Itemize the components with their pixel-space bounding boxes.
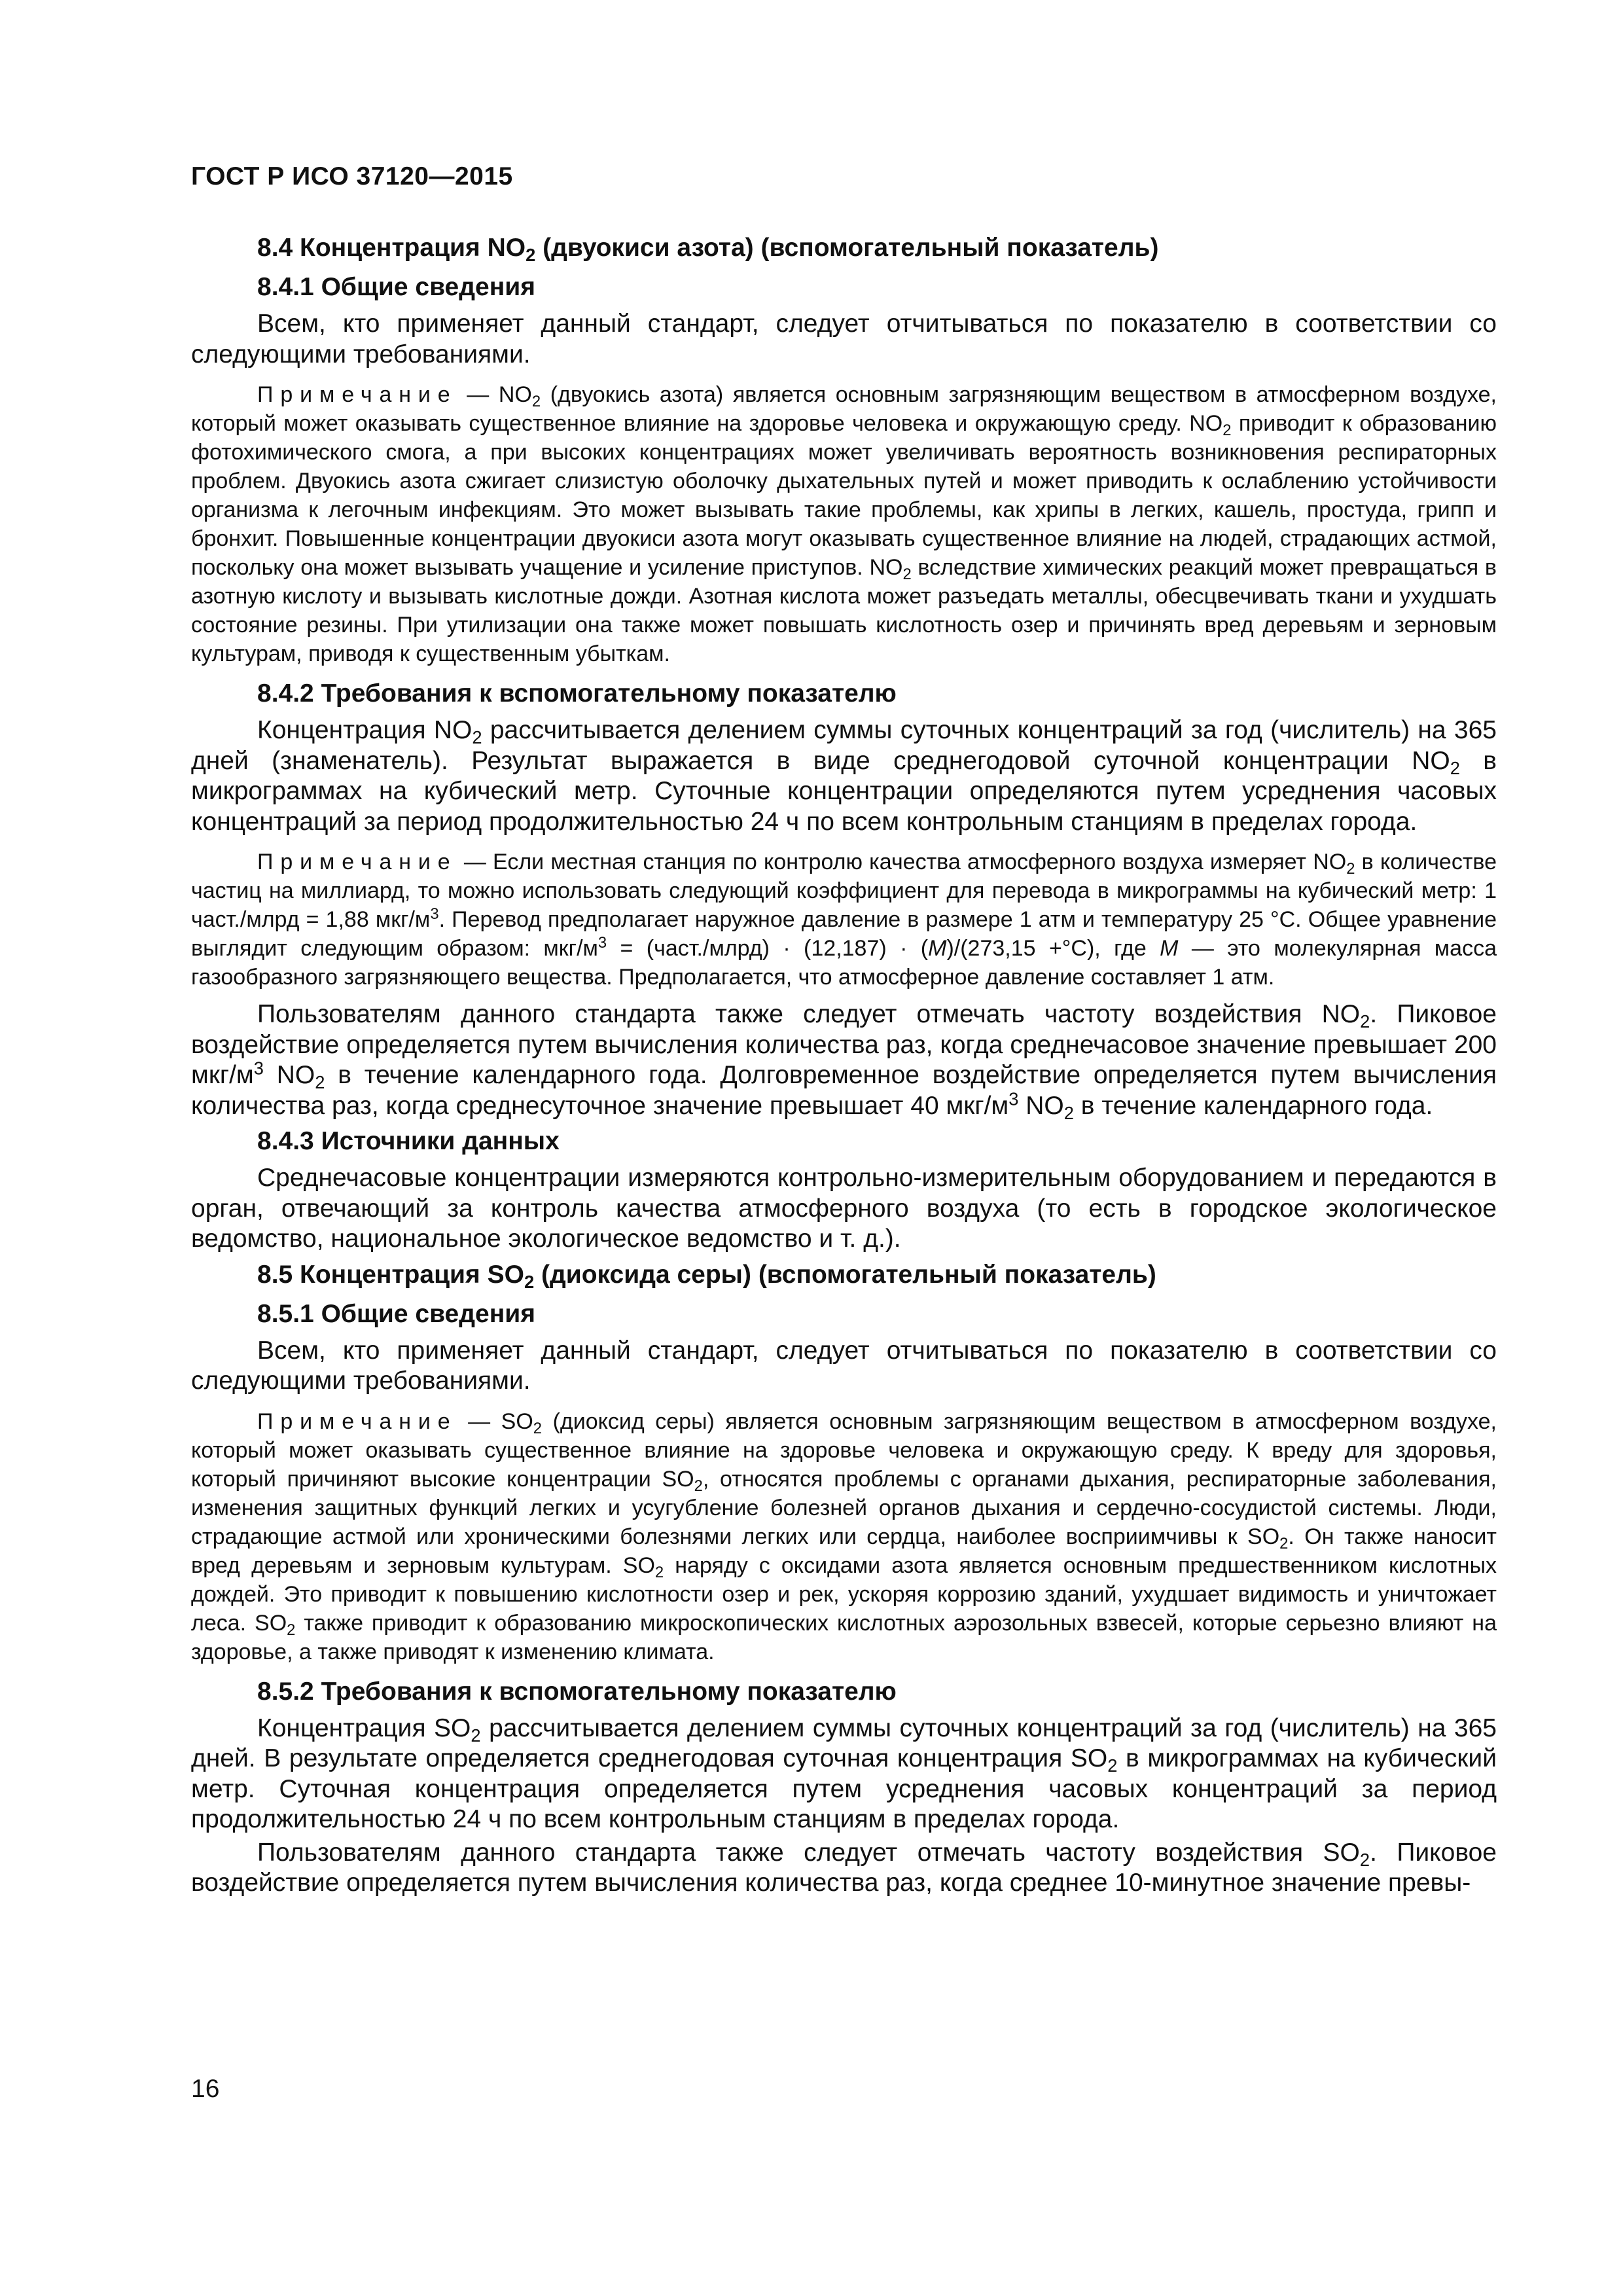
section-heading xyxy=(191,230,1497,266)
text-run: Концентрация NO xyxy=(257,716,473,744)
text-run: (диоксида серы) (вспомогательный показатель) xyxy=(534,1260,1156,1289)
body-paragraph xyxy=(191,999,1497,1121)
section-heading xyxy=(191,1257,1497,1293)
text-run: 8.5 Концентрация SO xyxy=(257,1260,524,1289)
body-paragraph xyxy=(191,1336,1497,1397)
text-run: в микрограммах на кубический метр. Суточная концентрация определяется путем усреднения часовых концентраций за период продолжительностью 24 ч по всем контрольным станциям в пределах города. xyxy=(191,1744,1497,1833)
subscript: 2 xyxy=(654,1563,664,1581)
text-run: )/(273,15 +°С), где xyxy=(946,936,1160,961)
text-run: (диоксид серы) является основным загрязняющим веществом в атмосферном воздухе, который может оказывать существенное влияние на здоровье человека и окружающую среду. К вреду для здоровья, который причиняют высокие концентрации SO xyxy=(191,1408,1497,1492)
text-run: Всем, кто применяет данный стандарт, следует отчитываться по показателю в соответствии со следующими требованиями. xyxy=(191,1336,1497,1395)
text-run: Среднечасовые концентрации измеряются контрольно-измерительным оборудованием и передаются в орган, отвечающий за контроль качества атмосферного воздуха (то есть в городское экологическое ведомство, национальное экологическое ведомство и т. д.). xyxy=(191,1164,1497,1253)
text-run: — NO xyxy=(457,382,532,407)
subscript: 2 xyxy=(1222,422,1232,440)
subscript: 2 xyxy=(471,1725,481,1746)
note-label: Примечание xyxy=(257,1408,457,1434)
superscript: 3 xyxy=(597,934,607,952)
page-number: 16 xyxy=(191,2075,220,2103)
text-run: = (част./млрд) · (12,187) · ( xyxy=(607,936,929,961)
subscript: 2 xyxy=(902,565,912,584)
superscript: 3 xyxy=(253,1058,264,1079)
text-run: — это молекулярная масса газообразного загрязняющего вещества. Предполагается, что атмосферное давление составляет 1 атм. xyxy=(191,936,1497,990)
subscript: 2 xyxy=(524,1271,535,1292)
body-paragraph xyxy=(191,1713,1497,1835)
subscript: 2 xyxy=(287,1621,296,1639)
text-run: 8.5.2 Требования к вспомогательному показателю xyxy=(257,1677,897,1706)
text-run: (двуокись азота) является основным загрязняющим веществом в атмосферном воздухе, который может оказывать существенное влияние на здоровье человека и окружающую среду. NO xyxy=(191,382,1497,436)
text-run: Концентрация SO xyxy=(257,1713,471,1742)
text-run: Пользователям данного стандарта также следует отмечать частоту воздействия NO xyxy=(257,1000,1361,1028)
subscript: 2 xyxy=(1346,860,1355,878)
text-run: (двуокиси азота) (вспомогательный показатель) xyxy=(535,234,1159,262)
text-run: в течение календарного года. xyxy=(1073,1091,1433,1120)
text-run: , относятся проблемы с органами дыхания, респираторные заболевания, изменения защитных функций легких и усугубление болезней органов дыхания и сердечно-сосудистой системы. Люди, страдающие астмой или хроническими болезнями легких или сердца, наиболее восприимчивы к SO xyxy=(191,1466,1497,1549)
text-run: — Если местная станция по контролю качества атмосферного воздуха измеряет NO xyxy=(457,850,1347,874)
note-paragraph xyxy=(191,380,1497,668)
text-run: наряду с оксидами азота является основным предшественником кислотных дождей. Это приводит к повышению кислотности озер и рек, ускоряя коррозию зданий, ухудшает видимость и уничтожает леса. SO xyxy=(191,1552,1497,1636)
section-heading xyxy=(191,1674,1497,1710)
note-label: Примечание xyxy=(257,382,457,407)
text-run: 8.4.3 Источники данных xyxy=(257,1127,560,1155)
subscript: 2 xyxy=(1063,1102,1074,1123)
text-run: Всем, кто применяет данный стандарт, следует отчитываться по показателю в соответствии со следующими требованиями. xyxy=(191,310,1497,368)
text-run: 8.4 Концентрация NO xyxy=(257,234,526,262)
italic-symbol: М xyxy=(1160,936,1179,961)
superscript: 3 xyxy=(1008,1088,1019,1109)
text-run: рассчитывается делением суммы суточных концентраций за год (числитель) на 365 дней. В результате определяется среднегодовая суточная концентрация SO xyxy=(191,1713,1497,1772)
text-run: . Перевод предполагает наружное давление в размере 1 атм и температуру 25 °С. Общее уравнение выглядит следующим образом: мкг/м xyxy=(191,907,1497,961)
text-run: в количестве частиц на миллиард, то можно использовать следующий коэффициент для перевода в микрограммы на кубический метр: 1 част./млрд = 1,88 мкг/м xyxy=(191,850,1497,932)
subscript: 2 xyxy=(531,393,541,411)
subscript: 2 xyxy=(1359,1849,1370,1870)
text-run: NO xyxy=(263,1061,315,1089)
subscript: 2 xyxy=(1450,757,1460,778)
italic-symbol: М xyxy=(928,936,947,961)
section-heading xyxy=(191,676,1497,711)
note-label: Примечание xyxy=(257,850,457,874)
section-heading xyxy=(191,270,1497,305)
body-paragraph xyxy=(191,309,1497,370)
text-run: в микрограммах на кубический метр. Суточные концентрации определяются путем усреднения часовых концентраций за период продолжительностью 24 ч по всем контрольным станциям в пределах города. xyxy=(191,746,1497,836)
text-run: 8.5.1 Общие сведения xyxy=(257,1299,535,1328)
subscript: 2 xyxy=(315,1072,325,1093)
body-paragraph xyxy=(191,1838,1497,1899)
note-paragraph xyxy=(191,848,1497,992)
text-run: в течение календарного года. Долговременное воздействие определяется путем вычисления количества раз, когда среднесуточное значение превышает 40 мкг/м xyxy=(191,1061,1497,1120)
text-run: — SO xyxy=(457,1408,533,1434)
section-heading xyxy=(191,1297,1497,1332)
superscript: 3 xyxy=(430,905,439,924)
subscript: 2 xyxy=(1360,1011,1370,1032)
text-run: вследствие химических реакций может превращаться в азотную кислоту и вызывать кислотные дожди. Азотная кислота может разъедать металлы, обесцвечивать ткани и ухудшать состояние резины. При утилизации она также может повышать кислотность озер и причинять вред деревьям и зерновым культурам, приводя к существенным убыткам. xyxy=(191,555,1497,666)
text-run: . Пиковое воздействие определяется путем вычисления количества раз, когда среднее 10-минутное значение превы- xyxy=(191,1838,1497,1897)
text-run: также приводит к образованию микроскопических кислотных аэрозольных взвесей, которые серьезно влияют на здоровье, а также приводят к изменению климата. xyxy=(191,1610,1497,1664)
text-run: 8.4.2 Требования к вспомогательному показателю xyxy=(257,679,897,708)
text-run: NO xyxy=(1018,1091,1064,1120)
document-body xyxy=(191,230,1497,1901)
text-run: рассчитывается делением суммы суточных концентраций за год (числитель) на 365 дней (знаменатель). Результат выражается в виде среднегодовой суточной концентрации NO xyxy=(191,716,1497,775)
subscript: 2 xyxy=(1107,1755,1118,1776)
text-run: . Он также наносит вред деревьям и зерновым культурам. SO xyxy=(191,1524,1497,1578)
body-paragraph xyxy=(191,715,1497,837)
document-header: ГОСТ Р ИСО 37120—2015 xyxy=(191,162,513,190)
note-paragraph xyxy=(191,1407,1497,1666)
text-run: 8.4.1 Общие сведения xyxy=(257,273,535,301)
subscript: 2 xyxy=(472,727,482,748)
text-run: Пользователям данного стандарта также следует отмечать частоту воздействия SO xyxy=(257,1838,1360,1867)
section-heading xyxy=(191,1124,1497,1159)
text-run: приводит к образованию фотохимического смога, а при высоких концентрациях может увеличивать вероятность возникновения респираторных проблем. Двуокись азота сжигает слизистую оболочку дыхательных путей и может приводить к ослаблению устойчивости организма к легочным инфекциям. Это может вызывать такие проблемы, как хрипы в легких, кашель, простуда, грипп и бронхит. Повышенные концентрации двуокиси азота могут оказывать существенное влияние на людей, страдающих астмой, поскольку она может вызывать учащение и усиление приступов. NO xyxy=(191,411,1497,580)
body-paragraph xyxy=(191,1163,1497,1255)
subscript: 2 xyxy=(1279,1534,1289,1552)
text-run: . Пиковое воздействие определяется путем вычисления количества раз, когда среднечасовое значение превышает 200 мкг/м xyxy=(191,1000,1497,1089)
subscript: 2 xyxy=(694,1477,703,1495)
subscript: 2 xyxy=(533,1419,543,1437)
subscript: 2 xyxy=(526,245,536,266)
